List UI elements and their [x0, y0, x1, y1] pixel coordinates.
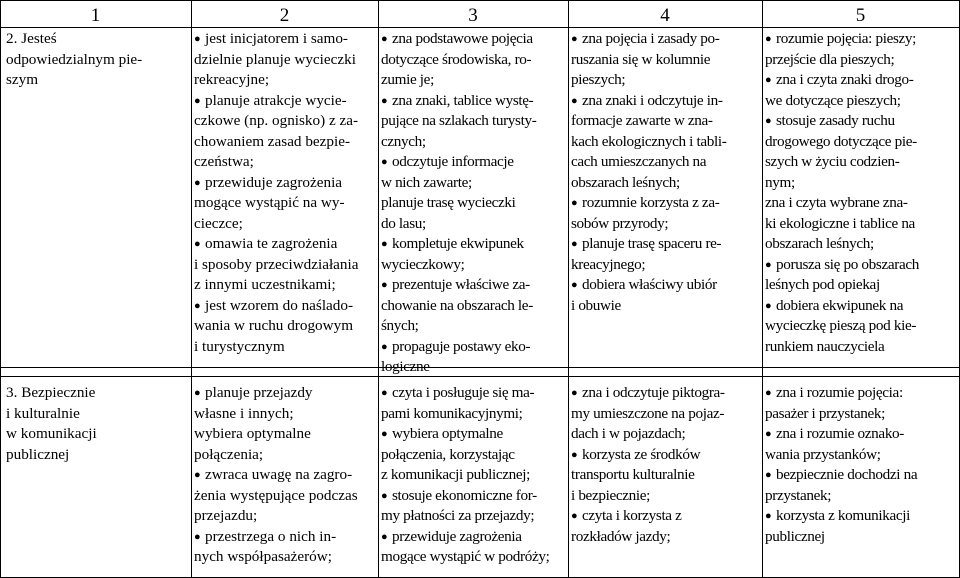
- bullet-icon: ●: [381, 156, 388, 168]
- bullet-icon: ●: [381, 33, 388, 45]
- line-text: bezpiecznie dochodzi na: [776, 466, 918, 483]
- text-line: [194, 132, 377, 153]
- text-line: [765, 91, 958, 112]
- bullet-icon: ●: [381, 387, 388, 399]
- topic-cell: [6, 383, 189, 465]
- bullet-icon: ●: [194, 469, 201, 481]
- line-text: czkowe (np. ognisko) z za-: [194, 112, 359, 129]
- line-text: przewiduje zagrożenia: [392, 527, 522, 545]
- text-line: [194, 316, 377, 337]
- text-line: [381, 255, 567, 276]
- line-text: mogące wystąpić w podróży;: [381, 548, 550, 565]
- bullet-icon: ●: [765, 33, 772, 45]
- bullet-line: [381, 486, 567, 507]
- line-text: przystanek;: [765, 486, 832, 504]
- bullet-line: [194, 91, 377, 112]
- line-text: własne i innych;: [194, 404, 294, 422]
- column-header-4: 4: [660, 5, 670, 26]
- column-header-2: 2: [279, 5, 290, 26]
- line-text: rozumie pojęcia: pieszy;: [776, 30, 917, 47]
- line-text: prezentuje właściwe za-: [392, 276, 530, 293]
- line-text: dobiera właściwy ubiór: [582, 276, 717, 293]
- bullet-line: [381, 29, 567, 50]
- column-header-5: 5: [855, 5, 866, 26]
- line-text: planuje atrakcje wycie-: [205, 91, 347, 109]
- requirements-cell: [765, 383, 958, 547]
- text-line: [381, 465, 567, 486]
- topic-line: 2. Jesteś: [6, 30, 57, 47]
- line-text: do lasu;: [381, 214, 426, 232]
- text-line: [571, 70, 761, 91]
- line-text: korzysta z komunikacji: [776, 507, 911, 524]
- topic-line: i kulturalnie: [6, 404, 80, 422]
- line-text: pieszych;: [571, 71, 626, 88]
- line-text: zna i czyta znaki drogo-: [776, 71, 914, 88]
- line-text: zna podstawowe pojęcia: [392, 30, 533, 47]
- line-text: planuje trasę wycieczki: [381, 194, 516, 211]
- topic-line: odpowiedzialnym pie-: [6, 50, 143, 68]
- topic-line: 3. Bezpiecznie: [6, 384, 96, 401]
- bullet-icon: ●: [381, 428, 388, 440]
- line-text: stosuje ekonomiczne for-: [392, 486, 537, 504]
- table-top-border: [0, 0, 960, 1]
- line-text: szych w życiu codzien-: [765, 153, 900, 170]
- bullet-icon: ●: [381, 94, 388, 107]
- bullet-icon: ●: [571, 33, 578, 45]
- line-text: cieczce;: [194, 214, 243, 232]
- line-text: rekreacyjne;: [194, 71, 270, 88]
- text-line: [381, 193, 567, 214]
- text-line: [765, 132, 958, 153]
- bullet-icon: ●: [765, 258, 772, 271]
- column-header-1: 1: [90, 5, 101, 26]
- line-text: przestrzega o nich in-: [205, 527, 337, 545]
- text-line: [571, 404, 761, 425]
- line-text: my umieszczone na pojaz-: [571, 404, 725, 422]
- text-line: [765, 50, 958, 71]
- bullet-icon: ●: [571, 387, 578, 399]
- line-text: korzysta ze środków: [582, 445, 701, 463]
- bullet-line: [194, 234, 377, 255]
- line-text: chowaniem zasad bezpie-: [194, 132, 351, 150]
- text-line: [194, 547, 377, 568]
- text-line: [381, 214, 567, 235]
- text-line: [765, 193, 958, 214]
- bullet-icon: ●: [194, 299, 201, 312]
- text-line: [194, 486, 377, 507]
- line-text: i obuwie: [571, 296, 621, 314]
- text-line: [571, 296, 761, 317]
- line-text: zna i odczytuje piktogra-: [582, 384, 725, 401]
- bullet-line: [765, 465, 958, 486]
- bullet-line: [381, 424, 567, 445]
- text-line: [571, 424, 761, 445]
- text-line: [194, 70, 377, 91]
- line-text: pami komunikacyjnymi;: [381, 404, 523, 422]
- bullet-icon: ●: [381, 489, 388, 502]
- bullet-line: [194, 383, 377, 404]
- line-text: obszarach leśnych;: [571, 173, 680, 191]
- bullet-icon: ●: [765, 428, 772, 440]
- text-line: [194, 214, 377, 235]
- line-text: we dotyczące pieszych;: [765, 91, 901, 109]
- bullet-icon: ●: [571, 238, 578, 250]
- line-text: wycieczkę pieszą pod kie-: [765, 317, 917, 334]
- line-text: rozkładów jazdy;: [571, 527, 671, 545]
- line-text: nym;: [765, 173, 795, 191]
- line-text: zna i rozumie pojęcia:: [776, 384, 903, 401]
- bullet-line: [194, 173, 377, 194]
- line-text: odczytuje informacje: [392, 153, 514, 170]
- text-line: [381, 506, 567, 527]
- line-text: wybiera optymalne: [392, 425, 503, 442]
- bullet-line: [381, 152, 567, 173]
- line-text: planuje trasę spaceru re-: [582, 235, 722, 252]
- bullet-line: [571, 234, 761, 255]
- bullet-line: [381, 91, 567, 112]
- bullet-icon: ●: [194, 33, 201, 45]
- bullet-line: [381, 383, 567, 404]
- text-line: [194, 50, 377, 71]
- line-text: drogowego dotyczące pie-: [765, 132, 917, 150]
- text-line: [194, 424, 377, 445]
- line-text: dach i w pojazdach;: [571, 425, 686, 442]
- column-divider: [762, 0, 763, 578]
- line-text: z komunikacji publicznej;: [381, 466, 530, 483]
- bullet-icon: ●: [765, 387, 772, 399]
- bullet-line: [194, 296, 377, 317]
- column-divider: [191, 0, 192, 578]
- bullet-icon: ●: [381, 238, 388, 250]
- bullet-line: [381, 527, 567, 548]
- line-text: zumie je;: [381, 71, 434, 88]
- bullet-line: [381, 275, 567, 296]
- text-line: [194, 255, 377, 276]
- line-text: wybiera optymalne: [194, 425, 311, 442]
- header-row-divider: [0, 27, 960, 28]
- text-line: [765, 404, 958, 425]
- line-text: połączenia;: [194, 445, 264, 463]
- bullet-line: [571, 445, 761, 466]
- bullet-icon: ●: [571, 197, 578, 209]
- text-line: [765, 152, 958, 173]
- line-text: pasażer i przystanek;: [765, 404, 885, 422]
- line-text: chowanie na obszarach le-: [381, 296, 533, 314]
- text-line: [381, 173, 567, 194]
- line-text: obszarach leśnych;: [765, 235, 874, 252]
- requirements-cell: [571, 383, 761, 547]
- line-text: mogące wystąpić na wy-: [194, 194, 345, 211]
- line-text: dzielnie planuje wycieczki: [194, 50, 356, 68]
- bullet-line: [571, 506, 761, 527]
- text-line: [194, 193, 377, 214]
- bullet-line: [571, 383, 761, 404]
- bullet-icon: ●: [194, 530, 201, 543]
- line-text: czeństwa;: [194, 153, 254, 170]
- bullet-icon: ●: [381, 279, 388, 291]
- bullet-line: [765, 70, 958, 91]
- text-line: [381, 132, 567, 153]
- bullet-icon: ●: [571, 510, 578, 522]
- text-line: [765, 527, 958, 548]
- text-line: [194, 111, 377, 132]
- text-line: [765, 445, 958, 466]
- bullet-line: [571, 91, 761, 112]
- line-text: ki ekologiczne i tablice na: [765, 214, 915, 232]
- line-text: przewiduje zagrożenia: [205, 173, 343, 191]
- text-line: [381, 111, 567, 132]
- line-text: planuje przejazdy: [205, 384, 313, 401]
- line-text: dotyczące środowiska, ro-: [381, 50, 532, 68]
- bullet-icon: ●: [194, 387, 201, 399]
- bullet-icon: ●: [381, 530, 388, 543]
- bullet-icon: ●: [571, 94, 578, 107]
- text-line: [194, 152, 377, 173]
- line-text: kompletuje ekwipunek: [392, 235, 524, 252]
- text-line: [381, 404, 567, 425]
- line-text: zna znaki, tablice wystę-: [392, 91, 534, 109]
- line-text: cach umieszczanych na: [571, 153, 707, 170]
- text-line: [571, 255, 761, 276]
- line-text: pujące na szlakach turysty-: [381, 112, 537, 129]
- topic-line: w komunikacji: [6, 425, 97, 442]
- line-text: wania w ruchu drogowym: [194, 317, 354, 334]
- line-text: runkiem nauczyciela: [765, 337, 885, 355]
- text-line: [381, 70, 567, 91]
- line-text: omawia te zagrożenia: [205, 235, 338, 252]
- bullet-line: [381, 337, 567, 358]
- bullet-line: [381, 234, 567, 255]
- line-text: kreacyjnego;: [571, 255, 646, 273]
- text-line: [571, 527, 761, 548]
- line-text: my płatności za przejazdy;: [381, 507, 535, 524]
- line-text: przejazdu;: [194, 507, 258, 524]
- line-text: jest inicjatorem i samo-: [205, 30, 348, 47]
- bullet-line: [765, 255, 958, 276]
- line-text: transportu kulturalnie: [571, 466, 695, 483]
- bullet-line: [765, 424, 958, 445]
- line-text: w nich zawarte;: [381, 173, 472, 191]
- text-line: [194, 445, 377, 466]
- line-text: czyta i korzysta z: [582, 507, 682, 524]
- line-text: jest wzorem do naślado-: [205, 296, 354, 314]
- bullet-line: [194, 527, 377, 548]
- text-line: [194, 275, 377, 296]
- text-line: [381, 547, 567, 568]
- text-line: [571, 132, 761, 153]
- bullet-line: [571, 29, 761, 50]
- text-line: [571, 465, 761, 486]
- line-text: śnych;: [381, 317, 419, 334]
- requirements-cell: [194, 383, 377, 568]
- bullet-line: [765, 383, 958, 404]
- requirements-cell: [381, 383, 567, 568]
- line-text: porusza się po obszarach: [776, 255, 919, 273]
- requirements-cell: [571, 29, 761, 316]
- line-text: leśnych pod opiekaj: [765, 276, 880, 293]
- text-line: [765, 337, 958, 358]
- bullet-line: [571, 275, 761, 296]
- line-text: zna i rozumie oznako-: [776, 425, 905, 442]
- text-line: [194, 404, 377, 425]
- line-text: wania przystanków;: [765, 445, 881, 463]
- text-line: [381, 296, 567, 317]
- topic-line: szym: [6, 71, 39, 88]
- bullet-icon: ●: [381, 340, 388, 353]
- text-line: [765, 214, 958, 235]
- text-line: [571, 50, 761, 71]
- line-text: dobiera ekwipunek na: [776, 296, 904, 314]
- line-text: rozumnie korzysta z za-: [582, 194, 720, 211]
- line-text: propaguje postawy eko-: [392, 337, 531, 355]
- text-line: [765, 316, 958, 337]
- bullet-line: [765, 111, 958, 132]
- line-text: kach ekologicznych i tabli-: [571, 132, 727, 150]
- text-line: [571, 173, 761, 194]
- column-header-3: 3: [468, 5, 478, 26]
- bullet-icon: ●: [194, 176, 201, 189]
- line-text: stosuje zasady ruchu: [776, 112, 895, 129]
- text-line: [765, 486, 958, 507]
- line-text: czyta i posługuje się ma-: [392, 384, 535, 401]
- bullet-line: [194, 465, 377, 486]
- bullet-icon: ●: [765, 115, 772, 127]
- column-divider: [568, 0, 569, 578]
- text-line: [194, 337, 377, 358]
- text-line: [571, 486, 761, 507]
- text-line: [765, 275, 958, 296]
- topic-line: publicznej: [6, 445, 70, 463]
- line-text: zna i czyta wybrane zna-: [765, 194, 908, 211]
- line-text: cznych;: [381, 132, 426, 150]
- text-line: [571, 152, 761, 173]
- text-line: [381, 316, 567, 337]
- line-text: publicznej: [765, 527, 825, 545]
- bullet-line: [765, 29, 958, 50]
- topic-cell: [6, 29, 189, 91]
- text-line: [381, 445, 567, 466]
- bullet-icon: ●: [194, 94, 201, 107]
- text-line: [381, 50, 567, 71]
- bullet-icon: ●: [765, 510, 772, 522]
- requirements-cell: [194, 29, 377, 357]
- line-text: zna pojęcia i zasady po-: [582, 30, 720, 47]
- line-text: wycieczkowy;: [381, 255, 465, 273]
- column-divider: [378, 0, 379, 578]
- line-text: formacje zawarte w zna-: [571, 112, 713, 129]
- line-text: i sposoby przeciwdziałania: [194, 255, 359, 273]
- text-line: [571, 214, 761, 235]
- bullet-line: [765, 506, 958, 527]
- bullet-icon: ●: [765, 299, 772, 312]
- bullet-icon: ●: [571, 448, 578, 461]
- text-line: [571, 111, 761, 132]
- line-text: żenia występujące podczas: [194, 486, 358, 504]
- line-text: zna znaki i odczytuje in-: [582, 91, 723, 109]
- table-left-border: [0, 0, 1, 578]
- text-line: [194, 506, 377, 527]
- bullet-line: [571, 193, 761, 214]
- requirements-cell: [765, 29, 958, 357]
- line-text: z innymi uczestnikami;: [194, 276, 336, 293]
- bullet-icon: ●: [571, 279, 578, 291]
- line-text: i turystycznym: [194, 337, 285, 355]
- line-text: połączenia, korzystając: [381, 445, 515, 463]
- line-text: ruszania się w kolumnie: [571, 50, 711, 68]
- requirements-cell: [381, 29, 567, 378]
- line-text: zwraca uwagę na zagro-: [205, 466, 353, 483]
- line-text: logiczne: [381, 358, 430, 375]
- line-text: nych współpasażerów;: [194, 548, 332, 565]
- text-line: [765, 234, 958, 255]
- line-text: przejście dla pieszych;: [765, 50, 895, 68]
- line-text: i bezpiecznie;: [571, 486, 651, 504]
- text-line: [765, 173, 958, 194]
- text-line: [381, 357, 567, 378]
- bullet-line: [765, 296, 958, 317]
- bullet-line: [194, 29, 377, 50]
- bullet-icon: ●: [765, 469, 772, 481]
- line-text: sobów przyrody;: [571, 214, 669, 232]
- bullet-icon: ●: [765, 74, 772, 86]
- bullet-icon: ●: [194, 238, 201, 250]
